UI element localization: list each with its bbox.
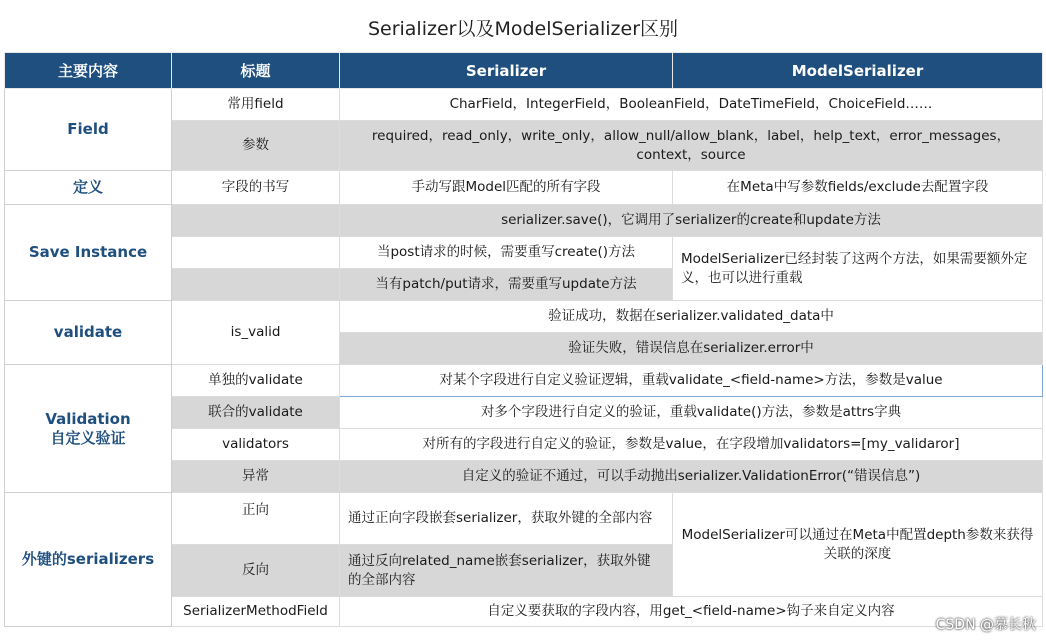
- serializer-value: 当有patch/put请求，需要重写update方法: [340, 269, 673, 301]
- serializer-value: 通过反向related_name嵌套serializer，获取外键的全部内容: [340, 545, 673, 597]
- header-serializer: Serializer: [340, 53, 673, 89]
- row-title: 正向: [172, 493, 340, 545]
- row-title: validators: [172, 429, 340, 461]
- table-row: [5, 365, 1043, 397]
- page-title: Serializer以及ModelSerializer区别: [367, 18, 679, 40]
- row-title: 单独的validate: [172, 365, 340, 397]
- row-title: SerializerMethodField: [172, 597, 340, 627]
- modelserializer-value: ModelSerializer已经封装了这两个方法，如果需要额外定义，也可以进行重载: [673, 237, 1043, 301]
- serializer-value: 通过正向字段嵌套serializer，获取外键的全部内容: [340, 493, 673, 545]
- category-define: 定义: [5, 171, 172, 205]
- category-field: Field: [5, 89, 172, 171]
- row-title: 异常: [172, 461, 340, 493]
- row-value: required，read_only，write_only，allow_null/allow_blank，label，help_text，error_messages，context，source: [340, 121, 1043, 171]
- serializer-value: 手动写跟Model匹配的所有字段: [340, 171, 673, 205]
- table-row: [5, 205, 1043, 237]
- row-title: 反向: [172, 545, 340, 597]
- row-value: 自定义要获取的字段内容，用get_<field-name>钩子来自定义内容: [340, 597, 1043, 627]
- category-save-instance: Save Instance: [5, 205, 172, 301]
- table-row: [5, 493, 1043, 545]
- header-modelserializer: ModelSerializer: [673, 53, 1043, 89]
- row-title-empty: [172, 205, 340, 237]
- header-title: 标题: [172, 53, 340, 89]
- row-value: serializer.save()，它调用了serializer的create和update方法: [340, 205, 1043, 237]
- category-validate: validate: [5, 301, 172, 365]
- row-title-empty: [172, 237, 340, 269]
- header-main-content: 主要内容: [5, 53, 172, 89]
- row-value: 对所有的字段进行自定义的验证，参数是value，在字段增加validators=[my_validaror]: [340, 429, 1043, 461]
- category-validation-line2: 自定义验证: [50, 428, 126, 447]
- row-title: 联合的validate: [172, 397, 340, 429]
- row-value: 验证成功，数据在serializer.validated_data中: [340, 301, 1043, 333]
- table-row: [5, 89, 1043, 121]
- serializer-value: 当post请求的时候，需要重写create()方法: [340, 237, 673, 269]
- header-row: [5, 53, 1043, 89]
- row-value: 自定义的验证不通过，可以手动抛出serializer.ValidationError(“错误信息”): [340, 461, 1043, 493]
- row-title: is_valid: [172, 301, 340, 365]
- modelserializer-value: ModelSerializer可以通过在Meta中配置depth参数来获得关联的深度: [673, 493, 1043, 597]
- comparison-table: [4, 52, 1043, 627]
- row-title: 字段的书写: [172, 171, 340, 205]
- modelserializer-value: 在Meta中写参数fields/exclude去配置字段: [673, 171, 1043, 205]
- row-title: 参数: [172, 121, 340, 171]
- watermark: CSDN @慕长秋: [935, 617, 1036, 633]
- row-value: 对某个字段进行自定义验证逻辑，重载validate_<field-name>方法，参数是value: [340, 365, 1043, 397]
- row-title-empty: [172, 269, 340, 301]
- category-validation-line1: Validation: [45, 409, 131, 428]
- row-value: 对多个字段进行自定义的验证，重载validate()方法，参数是attrs字典: [340, 397, 1043, 429]
- row-title: 常用field: [172, 89, 340, 121]
- row-value: CharField，IntegerField，BooleanField，DateTimeField，ChoiceField……: [340, 89, 1043, 121]
- category-foreign-serializers: 外键的serializers: [5, 493, 172, 627]
- table-row: [5, 171, 1043, 205]
- row-value: 验证失败，错误信息在serializer.error中: [340, 333, 1043, 365]
- table-row: [5, 301, 1043, 333]
- category-validation: [5, 365, 172, 493]
